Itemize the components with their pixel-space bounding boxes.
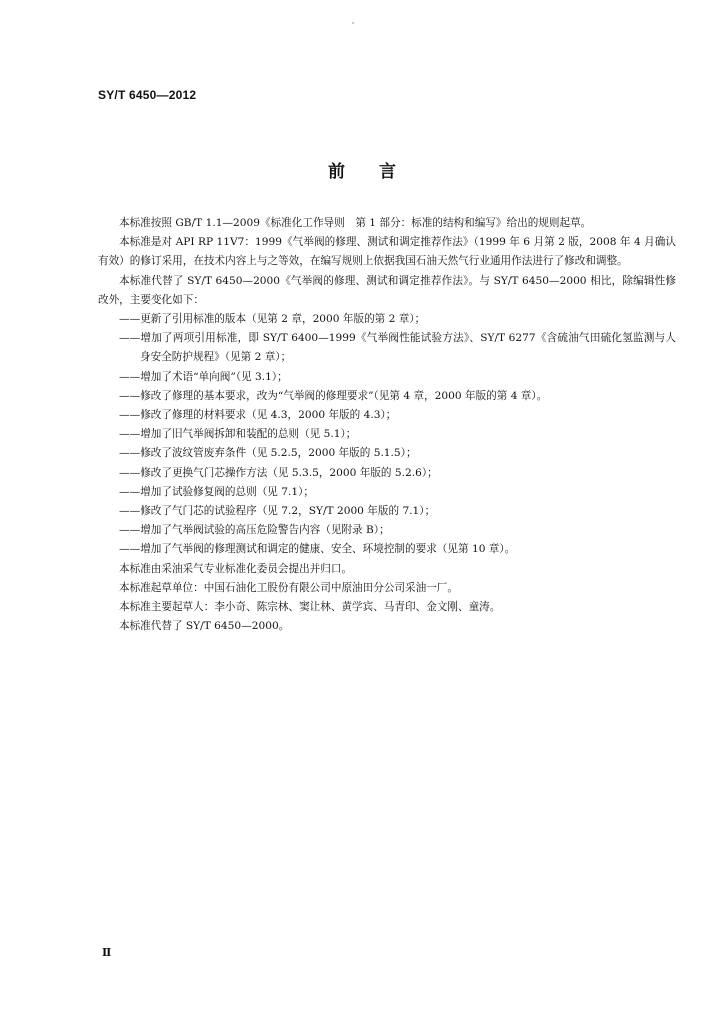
change-item: ——修改了气门芯的试验程序（见 7.2，SY/T 2000 年版的 7.1）； [119,505,436,518]
change-item: ——增加了术语“单向阀”（见 3.1）； [119,370,288,383]
page-number: Ⅱ [102,946,112,959]
change-item: ——修改了修理的基本要求，改为“气举阀的修理要求”（见第 4 章，2000 年版的第 4 章）。 [119,389,548,402]
foreword-body [98,214,676,636]
paragraph-supersedes: 本标准代替了 SY/T 6450—2000。 [119,620,290,633]
page-title: 前言 [328,162,430,182]
change-item: ——增加了旧气举阀拆卸和装配的总则（见 5.1）； [119,428,357,441]
change-item: ——增加了气举阀的修理测试和调定的健康、安全、环境控制的要求（见第 10 章）。 [119,543,516,556]
paragraph-drafting-rules: 本标准按照 GB/T 1.1—2009《标准化工作导则 第 1 部分：标准的结构和编写》给出的规则起草。 [119,217,592,229]
change-item: ——增加了试验修复阀的总则（见 7.1）； [119,485,315,498]
change-item: ——增加了两项引用标准，即 SY/T 6400—1999《气举阀性能试验方法》、SY/T 6277《含硫油气田硫化氢监测与人身安全防护规程》（见第 2 章）； [119,332,676,364]
change-item: ——修改了修理的材料要求（见 4.3，2000 年版的 4.3）； [119,409,397,422]
changes-list [98,310,676,560]
change-item: ——修改了更换气门芯操作方法（见 5.3.5，2000 年版的 5.2.6）； [119,466,438,479]
paragraph-drafters: 本标准主要起草人：李小奇、陈宗林、窦让林、黄学宾、马青印、金文刚、童涛。 [119,601,501,614]
change-item: ——更新了引用标准的版本（见第 2 章，2000 年版的第 2 章）； [119,313,426,326]
standard-code-header: SY/T 6450—2012 [98,88,197,102]
change-item: ——增加了气举阀试验的高压危险警告内容（见附录 B）； [119,524,390,537]
scan-artifact-dot [352,22,354,24]
change-item: ——修改了波纹管废弃条件（见 5.2.5，2000 年版的 5.1.5）； [119,447,417,460]
paragraph-adoption: 本标准是对 API RP 11V7：1999《气举阀的修理、测试和调定推荐作法》（1999 年 6 月第 2 版，2008 年 4 月确认有效）的修订采用，在技术内容上与之等效，在编写规则上依据我国石油天然气行业通用作法进行了修改和调整。 [98,236,676,268]
paragraph-drafting-unit: 本标准起草单位：中国石油化工股份有限公司中原油田分公司采油一厂。 [119,581,458,594]
paragraph-committee: 本标准由采油采气专业标准化委员会提出并归口。 [119,562,353,575]
paragraph-replacement: 本标准代替了 SY/T 6450—2000《气举阀的修理、测试和调定推荐作法》。与 SY/T 6450—2000 相比，除编辑性修改外，主要变化如下： [98,274,676,306]
